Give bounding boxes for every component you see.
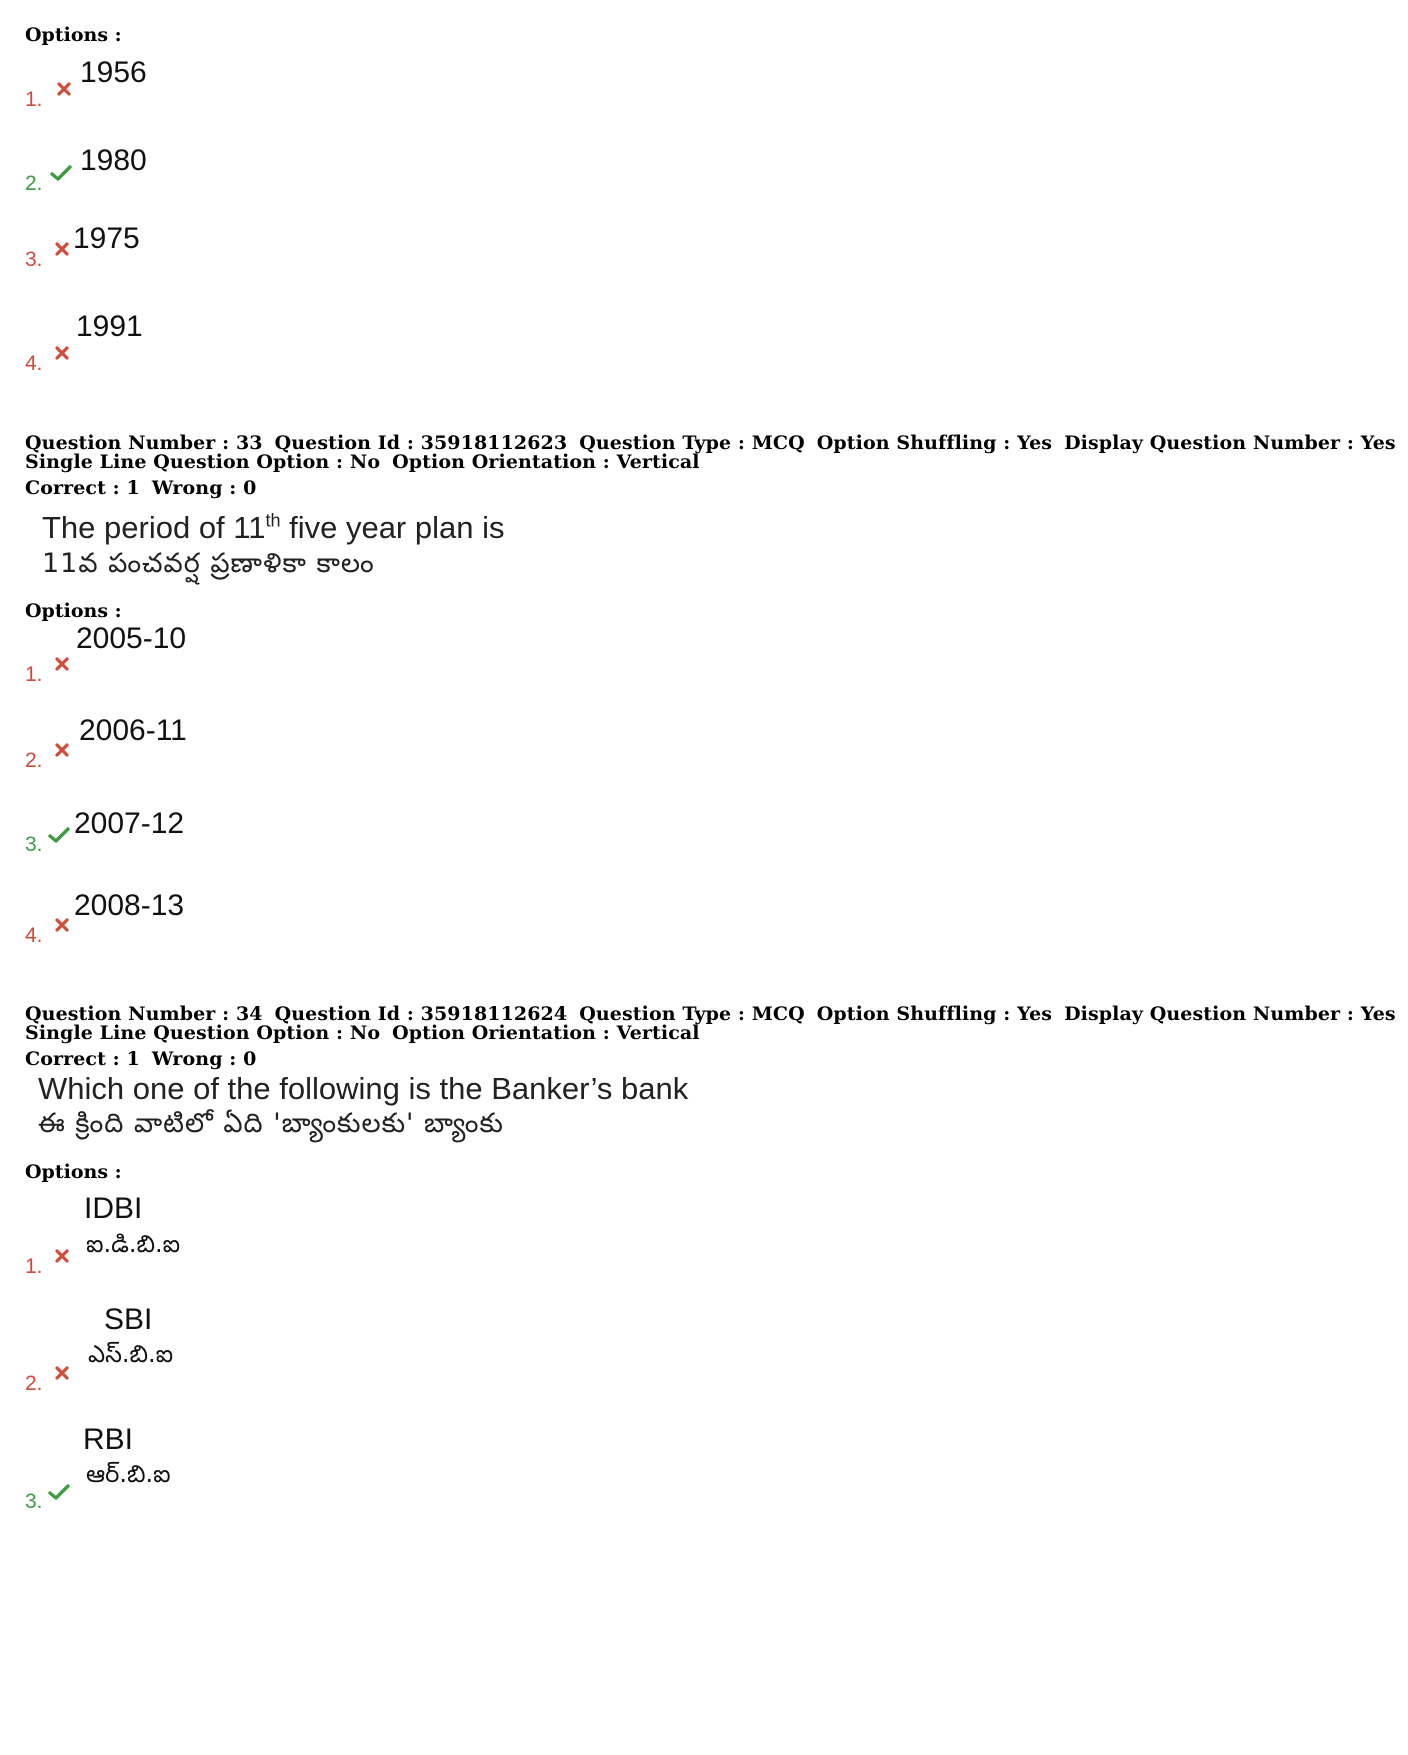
option-text-telugu: ఐ.డి.బి.ఐ <box>86 1230 181 1258</box>
cross-icon <box>53 1364 71 1382</box>
question-text-english: The period of 11th five year plan is <box>42 510 505 545</box>
question-meta-line: Question Number : 33 Question Id : 35918112623 Question Type : MCQ Option Shuffling : Yes Display Question Number : Yes <box>25 432 1396 454</box>
option-text: 2005-10 <box>76 622 187 655</box>
option-number: 3. <box>25 833 43 856</box>
option-text: SBI <box>104 1303 153 1336</box>
option-number: 1. <box>25 663 43 686</box>
options-heading: Options : <box>25 1161 122 1183</box>
option-number: 1. <box>25 88 43 111</box>
option-number: 4. <box>25 924 43 947</box>
question-text-telugu: 11వ పంచవర్ష ప్రణాళికా కాలం <box>42 548 375 579</box>
question-meta-line-2: Single Line Question Option : No Option Orientation : Vertical <box>25 451 700 473</box>
option-text: 1991 <box>76 310 143 343</box>
check-icon <box>48 1483 70 1501</box>
check-icon <box>48 826 70 844</box>
option-text: 2007-12 <box>74 807 185 840</box>
cross-icon <box>53 916 71 934</box>
marks-line: Correct : 1 Wrong : 0 <box>25 477 257 499</box>
option-text-telugu: ఆర్.బి.ఐ <box>86 1460 171 1488</box>
cross-icon <box>55 80 73 98</box>
cross-icon <box>53 240 71 258</box>
check-icon <box>50 164 72 182</box>
option-text: 1956 <box>80 56 147 89</box>
option-text-telugu: ఎస్.బి.ఐ <box>88 1340 174 1368</box>
marks-line: Correct : 1 Wrong : 0 <box>25 1048 257 1070</box>
option-text: 1980 <box>80 144 147 177</box>
question-meta-line-2: Single Line Question Option : No Option Orientation : Vertical <box>25 1022 700 1044</box>
option-number: 2. <box>25 1372 43 1395</box>
cross-icon <box>53 741 71 759</box>
option-number: 3. <box>25 248 43 271</box>
option-number: 2. <box>25 749 43 772</box>
option-number: 1. <box>25 1255 43 1278</box>
option-text: 2008-13 <box>74 889 185 922</box>
option-number: 3. <box>25 1490 43 1513</box>
question-text-english: Which one of the following is the Banker’s bank <box>38 1071 689 1106</box>
option-number: 2. <box>25 172 43 195</box>
option-number: 4. <box>25 352 43 375</box>
option-text: 1975 <box>73 222 140 255</box>
option-text: IDBI <box>84 1192 143 1225</box>
cross-icon <box>53 1247 71 1265</box>
option-text: 2006-11 <box>79 714 187 747</box>
options-heading: Options : <box>25 24 122 46</box>
question-meta-line: Question Number : 34 Question Id : 35918112624 Question Type : MCQ Option Shuffling : Yes Display Question Number : Yes <box>25 1003 1396 1025</box>
cross-icon <box>53 344 71 362</box>
question-text-telugu: ఈ క్రింది వాటిలో ఏది 'బ్యాంకులకు' బ్యాంకు <box>38 1108 504 1139</box>
option-text: RBI <box>83 1423 134 1456</box>
cross-icon <box>53 655 71 673</box>
options-heading: Options : <box>25 600 122 622</box>
